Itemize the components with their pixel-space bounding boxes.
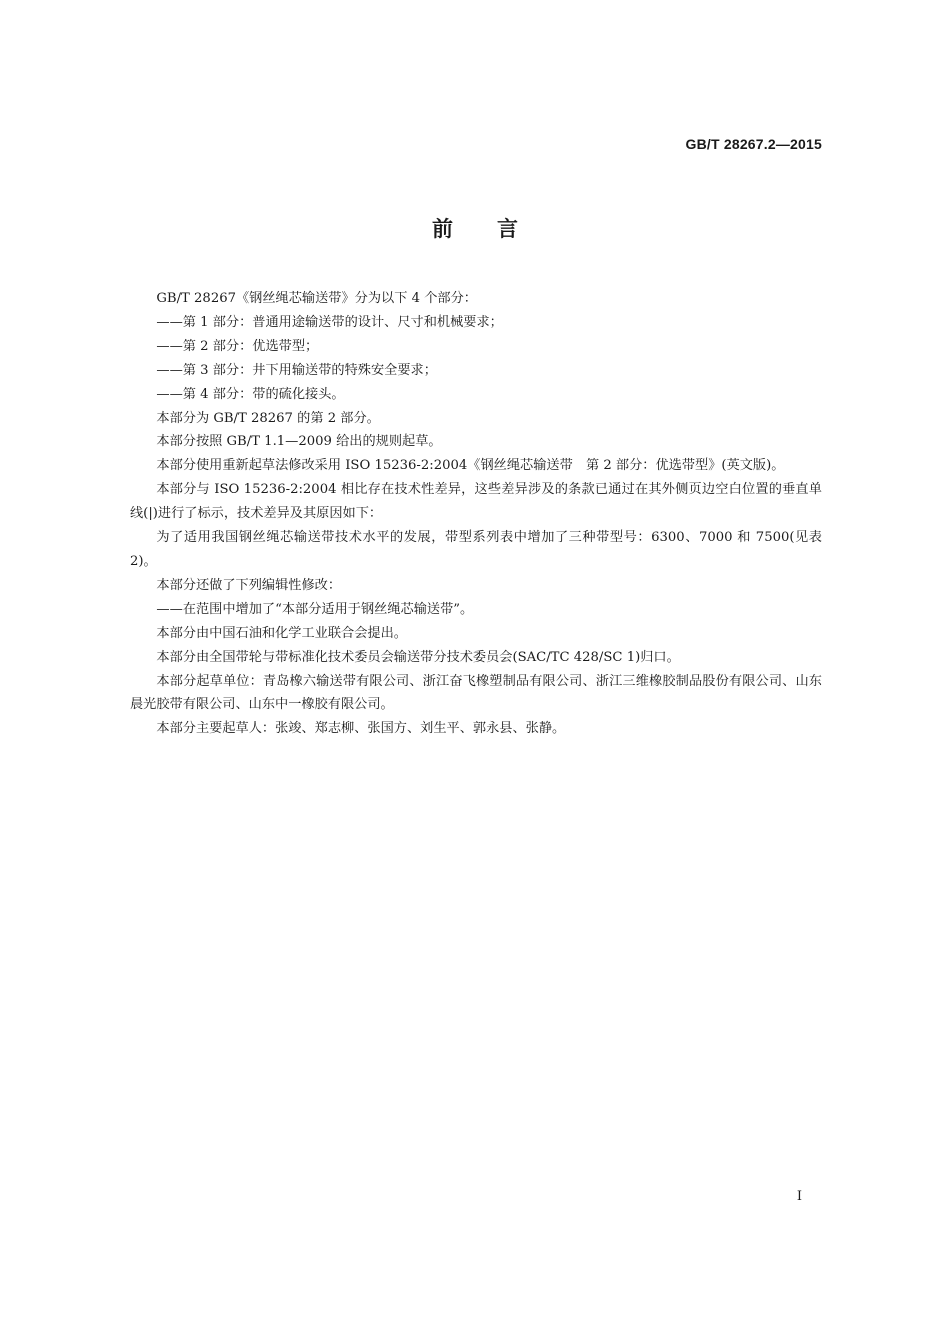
- paragraph-technical-differences: 本部分与 ISO 15236-2:2004 相比存在技术性差异，这些差异涉及的条款已通过在其外侧页边空白位置的垂直单线(|)进行了标示，技术差异及其原因如下：: [130, 482, 822, 522]
- paragraph-proposed-by: 本部分由中国石油和化学工业联合会提出。: [156, 625, 407, 641]
- paragraph-administered-by: 本部分由全国带轮与带标准化技术委员会输送带分技术委员会(SAC/TC 428/SC 1)归口。: [156, 649, 680, 665]
- preface-body: [130, 287, 822, 741]
- paragraph-drafting-rules: 本部分按照 GB/T 1.1—2009 给出的规则起草。: [156, 434, 442, 450]
- paragraph-this-part: 本部分为 GB/T 28267 的第 2 部分。: [156, 410, 380, 426]
- page-title: 前言: [432, 217, 562, 241]
- paragraph-part-2: ——第 2 部分：优选带型；: [156, 338, 319, 354]
- paragraph-scope-addition: ——在范围中增加了“本部分适用于钢丝绳芯输送带”。: [156, 601, 474, 617]
- paragraph-part-3: ——第 3 部分：井下用输送带的特殊安全要求；: [156, 362, 437, 378]
- standard-code: GB/T 28267.2—2015: [685, 136, 822, 152]
- paragraph-drafting-units: 本部分起草单位：青岛橡六输送带有限公司、浙江奋飞橡塑制品有限公司、浙江三维橡胶制品股份有限公司、山东晨光胶带有限公司、山东中一橡胶有限公司。: [130, 673, 822, 713]
- paragraph-adoption: 本部分使用重新起草法修改采用 ISO 15236-2:2004《钢丝绳芯输送带 第 2 部分：优选带型》(英文版)。: [156, 458, 785, 474]
- paragraph-editorial-changes: 本部分还做了下列编辑性修改：: [156, 577, 342, 593]
- paragraph-parts-intro: GB/T 28267《钢丝绳芯输送带》分为以下 4 个部分：: [156, 291, 477, 306]
- paragraph-drafters: 本部分主要起草人：张竣、郑志柳、张国方、刘生平、郭永县、张静。: [156, 721, 566, 737]
- paragraph-part-4: ——第 4 部分：带的硫化接头。: [156, 386, 345, 402]
- paragraph-belt-types-added: 为了适用我国钢丝绳芯输送带技术水平的发展，带型系列表中增加了三种带型号：6300、7000 和 7500(见表 2)。: [130, 530, 822, 569]
- page-number: I: [796, 1189, 802, 1204]
- paragraph-part-1: ——第 1 部分：普通用途输送带的设计、尺寸和机械要求；: [156, 314, 503, 330]
